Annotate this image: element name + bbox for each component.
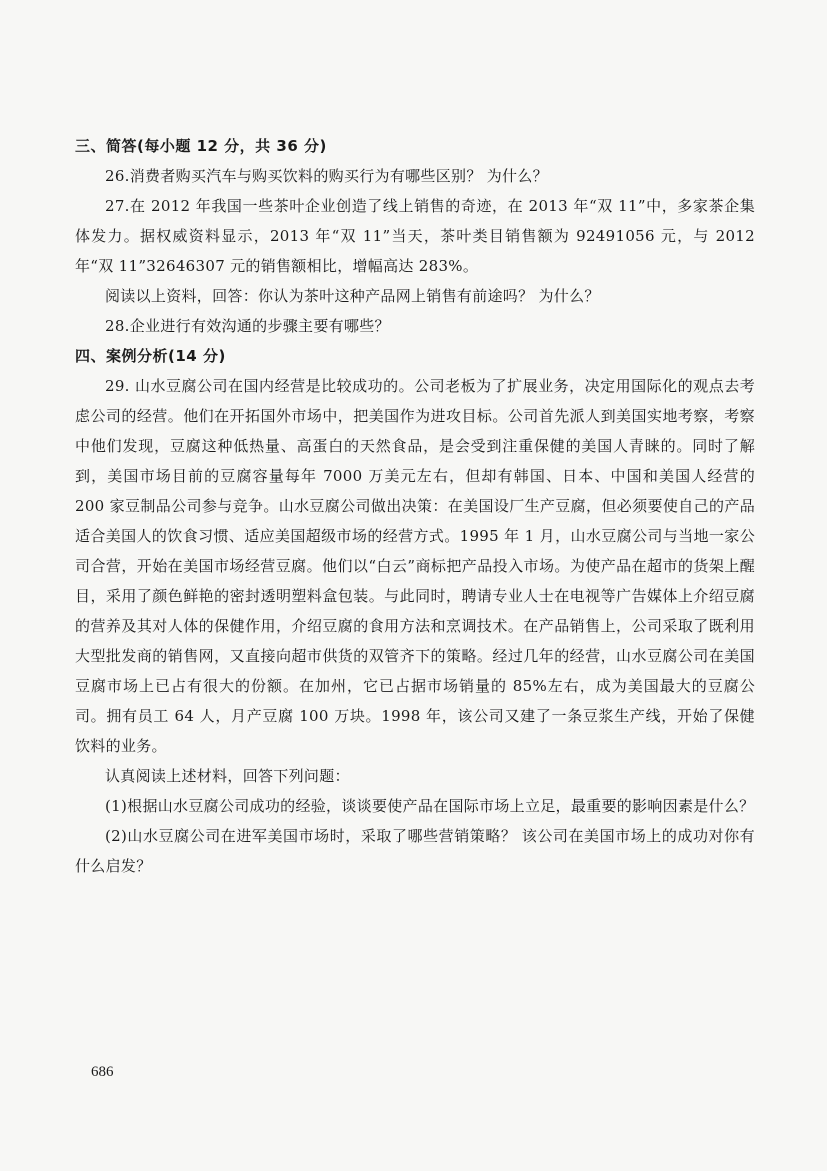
page-number: 686 (91, 1064, 114, 1080)
question-27-prompt: 阅读以上资料，回答：你认为茶叶这种产品网上销售有前途吗？ 为什么？ (105, 287, 600, 305)
question-29-part-2: (2)山水豆腐公司在进军美国市场时，采取了哪些营销策略？ 该公司在美国市场上的成功对你有什么启发？ (75, 827, 755, 875)
section-case-analysis (75, 341, 755, 881)
page-content (75, 131, 755, 881)
section-short-answer (75, 131, 755, 341)
question-29-part-1: (1)根据山水豆腐公司成功的经验，谈谈要使产品在国际市场上立足，最重要的影响因素是什么？ (105, 797, 755, 815)
question-29-case-text: 29. 山水豆腐公司在国内经营是比较成功的。公司老板为了扩展业务，决定用国际化的观点去考虑公司的经营。他们在开拓国外市场中，把美国作为进攻目标。公司首先派人到美国实地考察，考察中他们发现，豆腐这种低热量、高蛋白的天然食品，是会受到注重保健的美国人青睐的。同时了解到，美国市场目前的豆腐容量每年 7000 万美元左右，但却有韩国、日本、中国和美国人经营的 200 家豆制品公司参与竞争。山水豆腐公司做出决策：在美国设厂生产豆腐，但必须要使自己的产品适合美国人的饮食习惯、适应美国超级市场的经营方式。1995 年 1 月，山水豆腐公司与当地一家公司合营，开始在美国市场经营豆腐。他们以“白云”商标把产品投入市场。为使产品在超市的货架上醒目，采用了颜色鲜艳的密封透明塑料盒包装。与此同时，聘请专业人士在电视等广告媒体上介绍豆腐的营养及其对人体的保健作用，介绍豆腐的食用方法和烹调技术。在产品销售上，公司采取了既利用大型批发商的销售网，又直接向超市供货的双管齐下的策略。经过几年的经营，山水豆腐公司在美国豆腐市场上已占有很大的份额。在加州，它已占据市场销量的 85%左右，成为美国最大的豆腐公司。拥有员工 64 人，月产豆腐 100 万块。1998 年，该公司又建了一条豆浆生产线，开始了保健饮料的业务。 (75, 377, 755, 755)
question-26: 26.消费者购买汽车与购买饮料的购买行为有哪些区别？ 为什么？ (105, 167, 548, 185)
question-27: 27.在 2012 年我国一些茶叶企业创造了线上销售的奇迹，在 2013 年“双 11”中，多家茶企集体发力。据权威资料显示，2013 年“双 11”当天，茶叶类目销售额为 92491056 元，与 2012 年“双 11”32646307 元的销售额相比，增幅高达 283%。 (75, 197, 755, 275)
question-28: 28.企业进行有效沟通的步骤主要有哪些？ (105, 317, 390, 335)
question-29-instruction: 认真阅读上述材料，回答下列问题： (105, 767, 350, 785)
section-heading-case-analysis: 四、案例分析(14 分) (75, 347, 226, 365)
section-heading-short-answer: 三、简答(每小题 12 分，共 36 分) (75, 137, 327, 155)
